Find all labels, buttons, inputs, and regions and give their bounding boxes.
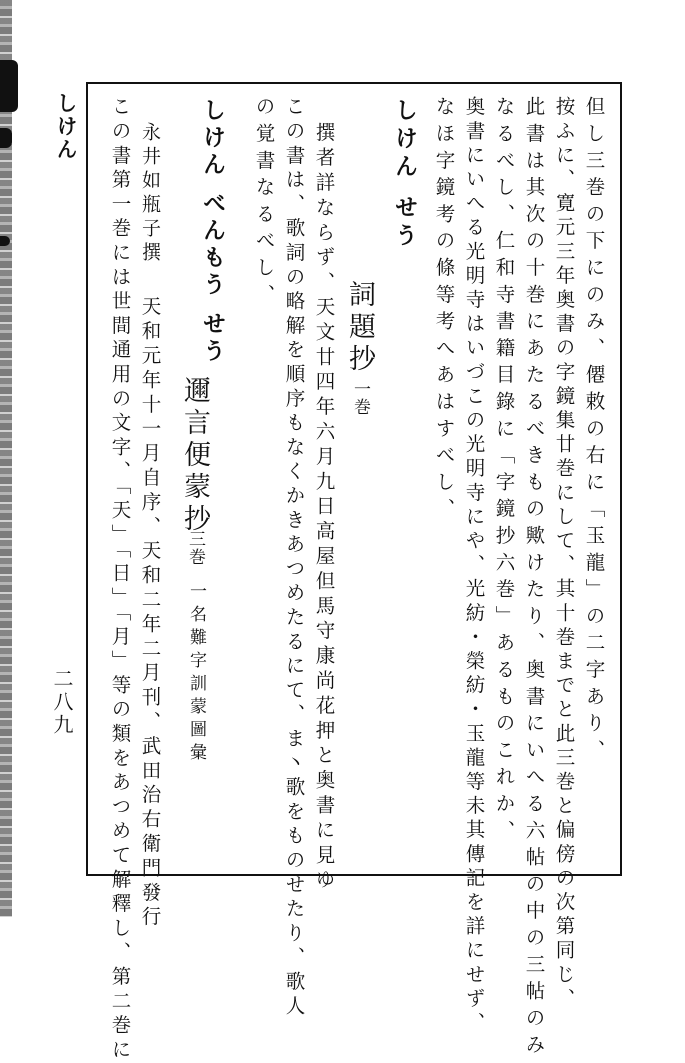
entry-2-volumes: 三巻 (185, 530, 205, 566)
entry-2-heading: しけん べんもう せう (199, 98, 226, 366)
entry-1-title: 詞題抄 (344, 280, 375, 376)
entry-2-author: 永井如瓶子撰 (139, 122, 161, 266)
page-number: 二八九 (50, 668, 74, 737)
body-line-1: 但し三巻の下にのみ、僊敕の右に「玉龍」の二字あり、 (582, 96, 606, 766)
entry-2-line-1: 天和元年十一月自序、天和二年二月刊、武田治右衛門發行 (138, 296, 162, 931)
body-line-4: なるべし、仁和寺書籍目錄に「字鏡抄六巻」あるものこれか、 (492, 96, 516, 847)
entry-1-line-3: の覚書なるべし、 (252, 96, 276, 311)
body-line-3: 此書は其次の十巻にあたるべきもの歟けたり、奥書にいへる六帖の中の三帖のみ (522, 96, 546, 1061)
entry-2-title: 邇言便蒙抄 (179, 376, 210, 536)
running-head: しけん (54, 92, 79, 161)
body-line-6: なほ字鏡考の條等考へあはすべし、 (432, 96, 456, 525)
ink-blot (0, 236, 10, 246)
entry-1-heading: しけん せう (391, 98, 418, 252)
ink-blot (0, 60, 18, 112)
entry-1-line-2: この書は、歌詞の略解を順序もなくかきあつめたるにて、ま丶歌をものせたり、歌人 (282, 96, 306, 1020)
body-line-5: 奥書にいへる光明寺はいづこの光明寺にや、光紡・榮紡・玉龍等未其傳記を詳にせず、 (462, 96, 486, 1036)
entry-2-line-2: この書第一巻には世間通用の文字、「天」「日」「月」等の類をあつめて解釋し、第二巻に (108, 96, 132, 1063)
entry-2-subtitle: 一名難字訓蒙圖彙 (186, 582, 206, 766)
ink-blot (0, 128, 12, 148)
entry-1-volumes: 一巻 (350, 380, 370, 416)
body-line-2: 按ふに、寛元三年奥書の字鏡集廿巻にして、其十巻までと此三巻と偏傍の次第同じ、 (552, 96, 576, 1012)
entry-1-line-1: 撰者詳ならず、天文廿四年六月九日高屋但馬守康尚花押と奥書に見ゆ (312, 122, 336, 894)
